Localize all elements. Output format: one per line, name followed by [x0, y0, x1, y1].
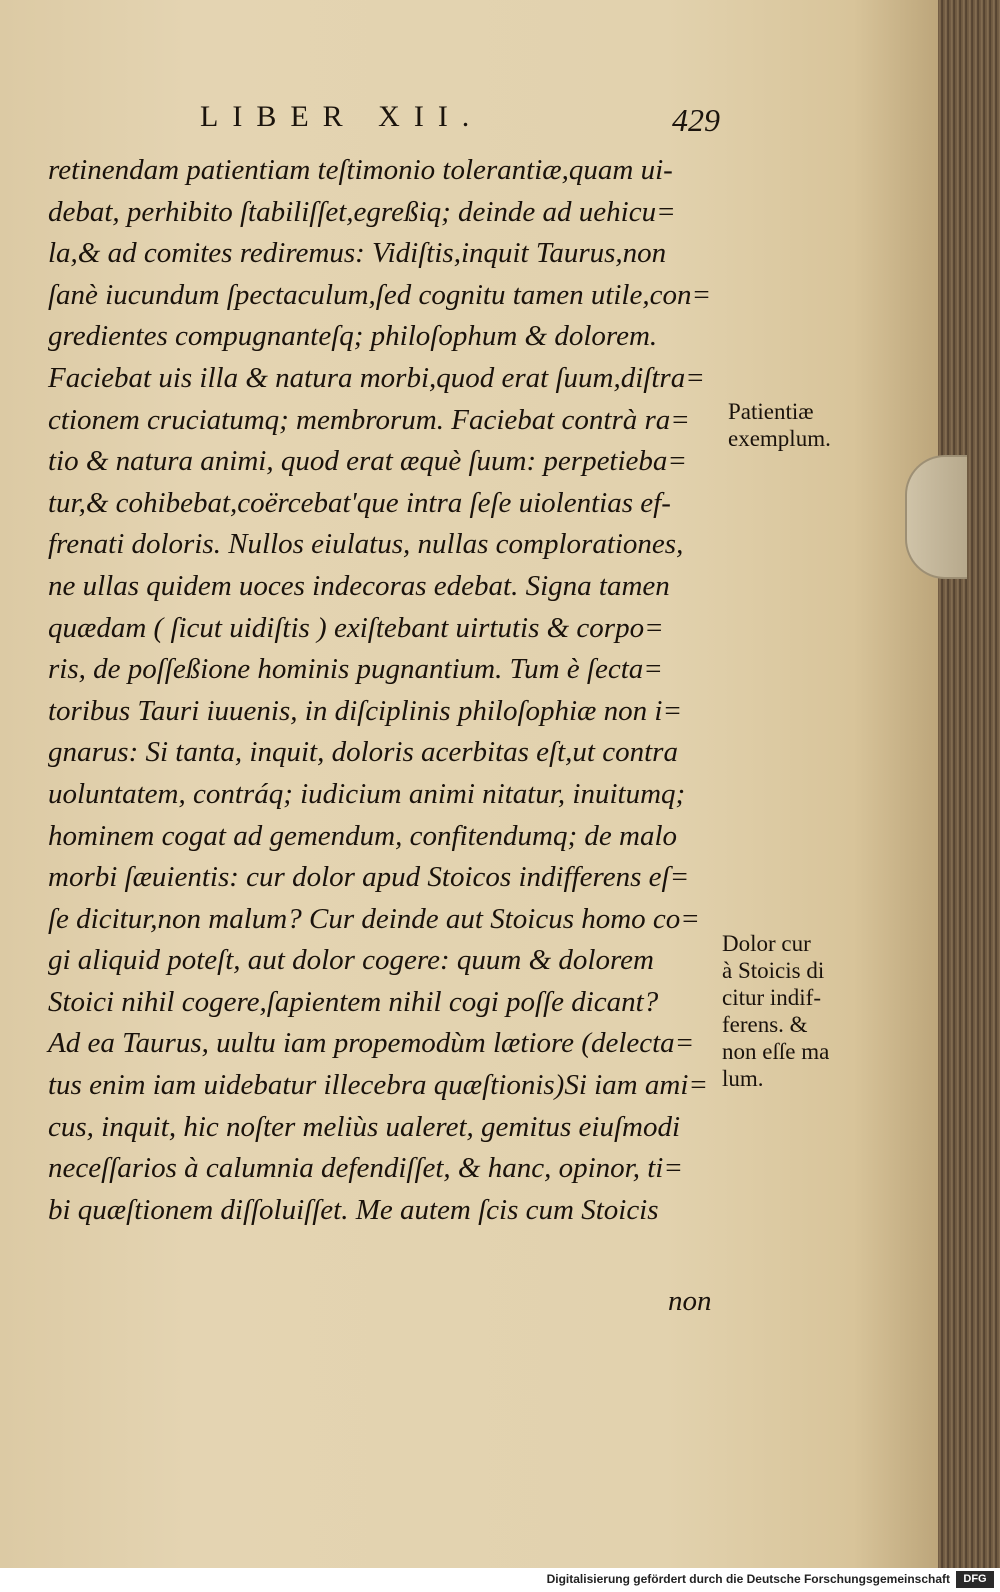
text-line: gredientes compugnanteſq; philoſophum & dolorem.: [48, 320, 658, 353]
marginal-note-line: exemplum.: [728, 426, 831, 451]
text-line: morbi ſæuientis: cur dolor apud Stoicos indifferens eſ=: [48, 861, 690, 894]
page-edges: [938, 0, 1000, 1568]
marginal-note-line: lum.: [722, 1066, 764, 1091]
text-line: uoluntatem, contráq; iudicium animi nitatur, inuitumq;: [48, 777, 686, 810]
text-line: debat, perhibito ſtabiliſſet,egreßiq; deinde ad uehicu=: [48, 195, 676, 228]
running-head: [200, 100, 720, 148]
book-clip: [905, 455, 967, 579]
text-line: retinendam patientiam teſtimonio tolerantiæ,quam ui-: [48, 154, 673, 186]
text-line: frenati doloris. Nullos eiulatus, nullas complorationes,: [48, 528, 684, 561]
text-line: tur,& cohibebat,coërcebat'que intra ſeſe uiolentias ef-: [48, 486, 671, 519]
footer-bar: [0, 1568, 1000, 1592]
text-line: gnarus: Si tanta, inquit, doloris acerbitas eſt,ut contra: [48, 736, 678, 769]
text-line: Faciebat uis illa & natura morbi,quod erat ſuum,diſtra=: [48, 361, 705, 394]
funding-credit: Digitalisierung gefördert durch die Deutsche Forschungsgemeinschaft: [546, 1572, 950, 1586]
catchword: non: [668, 1285, 712, 1317]
marginal-note-line: ferens. &: [722, 1012, 808, 1037]
running-title: LIBER XII.: [200, 100, 484, 133]
text-line: ſe dicitur,non malum? Cur deinde aut Stoicus homo co=: [48, 902, 700, 935]
text-line: Ad ea Taurus, uultu iam propemodùm lætiore (delecta=: [48, 1027, 695, 1060]
text-line: Stoici nihil cogere,ſapientem nihil cogi poſſe dicant?: [48, 985, 659, 1018]
marginal-note-dolor: [722, 930, 872, 1092]
text-line: gi aliquid poteſt, aut dolor cogere: quum & dolorem: [48, 944, 654, 977]
marginal-note-line: Dolor cur: [722, 931, 811, 956]
text-line: hominem cogat ad gemendum, confitendumq; de malo: [48, 819, 678, 852]
dfg-logo: DFG: [956, 1571, 994, 1588]
text-line: ne ullas quidem uoces indecoras edebat. Signa tamen: [48, 569, 670, 602]
marginal-note-line: non eſſe ma: [722, 1039, 830, 1064]
body-text: [48, 150, 728, 1231]
text-line: toribus Tauri iuuenis, in diſciplinis philoſophiæ non i=: [48, 694, 683, 727]
page-number: 429: [672, 102, 720, 138]
text-line: ſanè iucundum ſpectaculum,ſed cognitu tamen utile,con=: [48, 278, 712, 311]
text-line: cus, inquit, hic noſter meliùs ualeret, gemitus eiuſmodi: [48, 1110, 681, 1143]
marginal-note-line: à Stoicis di: [722, 958, 825, 983]
text-line: tio & natura animi, quod erat æquè ſuum: perpetieba=: [48, 445, 687, 478]
text-line: neceſſarios à calumnia defendiſſet, & hanc, opinor, ti=: [48, 1152, 683, 1185]
text-line: quædam ( ſicut uidiſtis ) exiſtebant uirtutis & corpo=: [48, 611, 664, 644]
text-line: ris, de poſſeßione hominis pugnantium. Tum è ſecta=: [48, 653, 663, 686]
text-line: la,& ad comites rediremus: Vidiſtis,inquit Taurus,non: [48, 237, 667, 270]
marginal-note-patientia: [728, 398, 868, 452]
text-line: bi quæſtionem diſſoluiſſet. Me autem ſcis cum Stoicis: [48, 1193, 659, 1226]
marginal-note-line: citur indif-: [722, 985, 821, 1010]
text-line: tus enim iam uidebatur illecebra quæſtionis)Si iam ami=: [48, 1069, 708, 1102]
marginal-note-line: Patientiæ: [728, 399, 814, 424]
text-line: ctionem cruciatumq; membrorum. Faciebat contrà ra=: [48, 403, 690, 436]
